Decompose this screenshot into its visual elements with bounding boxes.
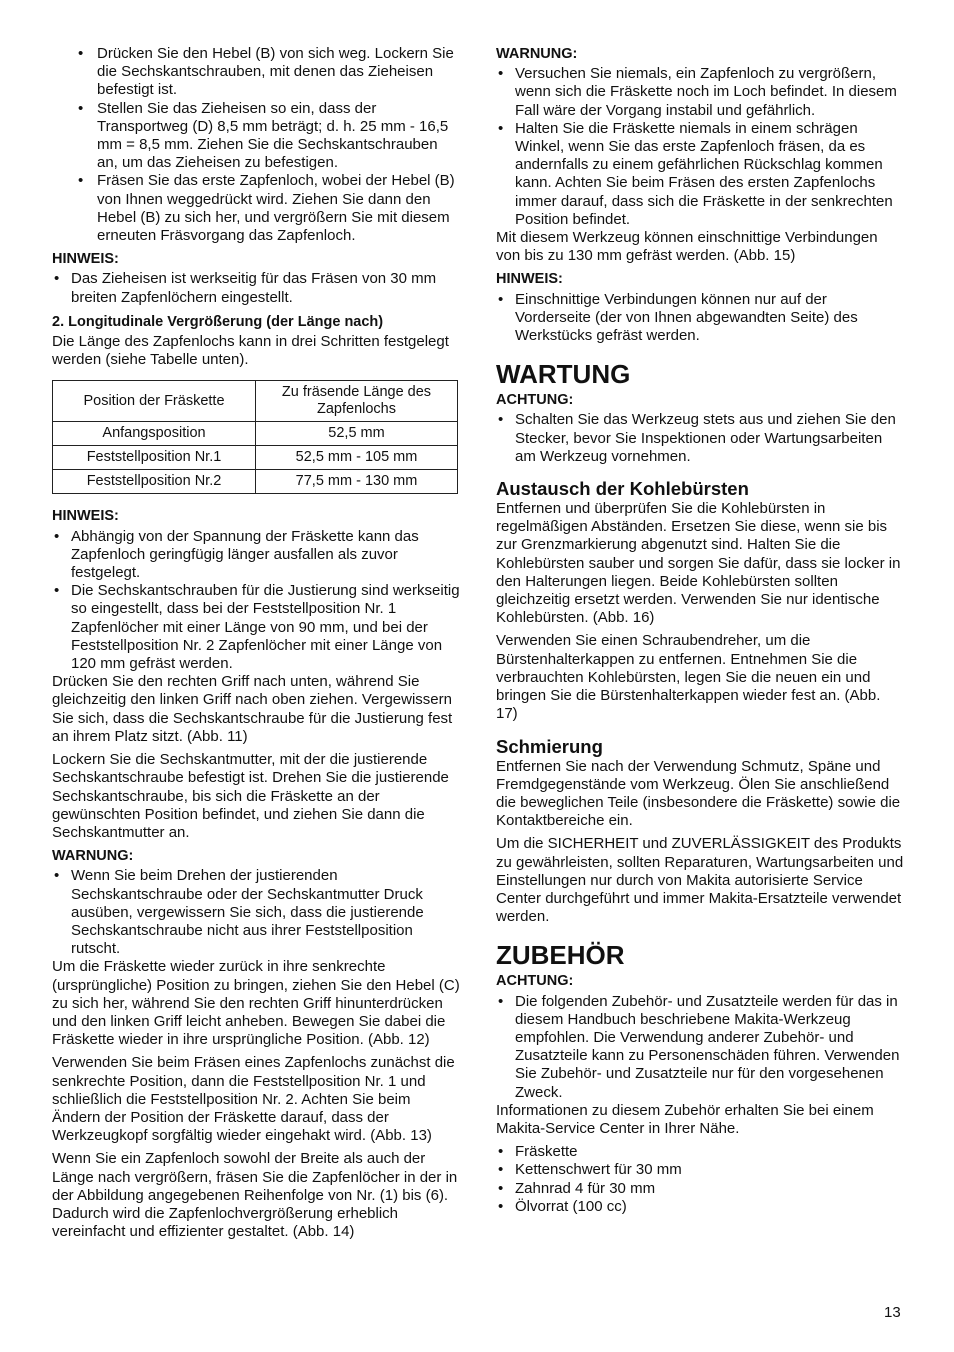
adjustment-steps-list (52, 45, 460, 245)
right-column (496, 45, 904, 1216)
list-item: • Drücken Sie den Hebel (B) von sich weg. Lockern Sie die Sechskantschrauben, mit denen das Zieheisen befestigt ist. (52, 45, 460, 100)
list-item: • Das Zieheisen ist werkseitig für das Fräsen von 30 mm breiten Zapfenlöchern eingestellt. (52, 270, 460, 306)
table-row (53, 470, 458, 494)
list-item: • Fräsen Sie das erste Zapfenloch, wobei der Hebel (B) von Ihnen weggedrückt wird. Ziehen Sie dann den Hebel (B) zu sich her, und vergrößern Sie mit diesem erneuten Fräsvorgang das Zapfenloch. (52, 172, 460, 245)
table-header-cell: Position der Fräskette (53, 381, 256, 422)
warning-label: WARNUNG: (496, 46, 578, 62)
paragraph: Verwenden Sie beim Fräsen eines Zapfenlochs zunächst die senkrechte Position, dann die Feststellposition Nr. 1 und schließlich die Feststellposition Nr. 2. Achten Sie beim Ändern der Position der Fräskette darauf, dass der Werkzeugkopf sorgfältig wieder eingehakt wird. (Abb. 13) (52, 1054, 455, 1145)
note-list (496, 291, 904, 346)
section-title-wartung: WARTUNG (496, 359, 631, 390)
paragraph: Entfernen und überprüfen Sie die Kohlebürsten in regelmäßigen Abständen. Ersetzen Sie diese, wenn sie bis zur Grenzmarkierung abgenutzt sind. Halten Sie die Kohlebürsten sauber und sorgen Sie dafür, dass sie locker in den Halterungen liegen. Beide Kohlebürsten sollten gleichzeitig ersetzt werden. Verwenden Sie nur identische Kohlebürsten. (Abb. 16) (496, 500, 901, 627)
list-item: • Schalten Sie das Werkzeug stets aus und ziehen Sie den Stecker, bevor Sie Inspektionen oder Wartungsarbeiten am Werkzeug vornehmen. (496, 411, 904, 466)
list-item: • Einschnittige Verbindungen können nur auf der Vorderseite (der von Ihnen abgewandten Seite) des Werkstücks gefräst werden. (496, 291, 904, 346)
section-title-zubehoer: ZUBEHÖR (496, 940, 625, 971)
paragraph: Um die Fräskette wieder zurück in ihre senkrechte (ursprüngliche) Position zu bringen, ziehen Sie den Hebel (C) zu sich her, während Sie den rechten Griff hinunterdrücken und den linken Griff leicht anheben. Bewegen Sie dabei die Fräskette wieder in ihre ursprüngliche Position. (Abb. 12) (52, 958, 460, 1049)
paragraph: Lockern Sie die Sechskantmutter, mit der die justierende Sechskantschraube befestigt ist. Drehen Sie die justierende Sechskantschraube, bis sich die Fräskette an der gewünschten Position befindet, und ziehen Sie dann die Sechskantmutter an. (52, 751, 449, 841)
page-number: 13 (884, 1304, 901, 1321)
paragraph: Drücken Sie den rechten Griff nach unten, während Sie gleichzeitig den linken Griff nach oben ziehen. Vergewissern Sie sich, dass die Sechskantschraube für die Justierung fest an ihrem Platz sitzt. (Abb. 11) (52, 673, 453, 745)
table-cell: Feststellposition Nr.2 (53, 470, 256, 494)
list-item: • Kettenschwert für 30 mm (496, 1161, 904, 1179)
list-item: • Abhängig von der Spannung der Fräskette kann das Zapfenloch geringfügig länger ausfallen als zuvor festgelegt. (52, 528, 460, 583)
paragraph: Mit diesem Werkzeug können einschnittige Verbindungen von bis zu 130 mm gefräst werden. (Abb. 15) (496, 229, 878, 265)
note-list (52, 270, 460, 306)
list-item: • Ölvorrat (100 cc) (496, 1198, 904, 1216)
warning-list (52, 867, 460, 958)
warning-list (496, 65, 904, 229)
table-row (53, 446, 458, 470)
caution-list (496, 411, 904, 466)
accessory-list (496, 1143, 904, 1216)
list-item: • Die folgenden Zubehör- und Zusatzteile werden für das in diesem Handbuch beschriebene Makita-Werkzeug empfohlen. Die Verwendung anderer Zubehör- und Zusatzteile kann zu Personenschäden führen. Verwenden Sie Zubehör- und Zusatzteile nur für den vorgesehenen Zweck. (496, 993, 904, 1102)
table-cell: Anfangsposition (53, 422, 256, 446)
note-list (52, 528, 460, 674)
table-cell: 77,5 mm - 130 mm (256, 470, 458, 494)
table-header-cell: Zu fräsende Länge des Zapfenlochs (256, 381, 458, 422)
warning-label: WARNUNG: (52, 848, 134, 865)
note-label: HINWEIS: (52, 251, 119, 268)
note-label: HINWEIS: (52, 508, 119, 525)
list-item: • Fräskette (496, 1143, 904, 1161)
subsection-title-schmierung: Schmierung (496, 735, 603, 757)
paragraph: Entfernen Sie nach der Verwendung Schmutz, Späne und Fremdgegenstände vom Werkzeug. Ölen Sie anschließend die beweglichen Teile (insbesondere die Fräskette) sowie die Kontaktbereiche ein. (496, 757, 901, 830)
paragraph: Verwenden Sie einen Schraubendreher, um die Bürstenhalterkappen zu entfernen. Entnehmen Sie die verbrauchten Kohlebürsten, legen Sie die neuen ein und bringen Sie die Bürstenhalterkappen wieder fest an. (Abb. 17) (496, 632, 881, 723)
note-label: HINWEIS: (496, 271, 563, 288)
left-column (52, 45, 460, 1246)
caution-label: ACHTUNG: (496, 973, 574, 990)
subsection-title-kohlebuersten: Austausch der Kohlebürsten (496, 478, 749, 500)
paragraph: Wenn Sie ein Zapfenloch sowohl der Breite als auch der Länge nach vergrößern, fräsen Sie die Zapfenlöcher in der in der Abbildung angegebenen Reihenfolge von Nr. (1) bis (6). Dadurch wird die Zapfenlochvergrößerung erheblich vereinfacht und effizienter gestaltet. (Abb. 14) (52, 1150, 458, 1241)
list-item: • Die Sechskantschrauben für die Justierung sind werkseitig so eingestellt, dass bei der Feststellposition Nr. 1 Zapfenlöcher mit einer Länge von 90 mm, und bei der Feststellposition Nr. 2 Zapfenlöcher mit einer Länge von 120 mm gefräst werden. (52, 582, 460, 673)
list-item: • Halten Sie die Fräskette niemals in einem schrägen Winkel, wenn Sie das erste Zapfenloch fräsen, da es andernfalls zu einem gefährlichen Rückschlag kommen kann. Achten Sie beim Fräsen des ersten Zapfenlochs immer darauf, dass sich die Fräskette in der senkrechten Position befindet. (496, 120, 904, 229)
caution-list (496, 993, 904, 1102)
caution-label: ACHTUNG: (496, 392, 574, 409)
length-table (52, 380, 458, 494)
list-item: • Wenn Sie beim Drehen der justierenden Sechskantschraube oder der Sechskantmutter Druck ausüben, vergewissern Sie sich, dass die justierende Sechskantschraube nicht aus ihrer Feststellposition rutscht. (52, 867, 460, 958)
table-cell: Feststellposition Nr.1 (53, 446, 256, 470)
list-item: • Versuchen Sie niemals, ein Zapfenloch zu vergrößern, wenn sich die Fräskette noch im Loch befindet. In diesem Fall wäre der Vorgang instabil und gefährlich. (496, 65, 904, 120)
paragraph: Informationen zu diesem Zubehör erhalten Sie bei einem Makita-Service Center in Ihrer Nähe. (496, 1101, 874, 1137)
section-heading: 2. Longitudinale Vergrößerung (der Länge nach) (52, 313, 384, 330)
table-row (53, 422, 458, 446)
list-item: • Stellen Sie das Zieheisen so ein, dass der Transportweg (D) 8,5 mm beträgt; d. h. 25 mm - 16,5 mm = 8,5 mm. Ziehen Sie die Sechskantschrauben an, um das Zieheisen zu befestigen. (52, 100, 460, 173)
paragraph: Um die SICHERHEIT und ZUVERLÄSSIGKEIT des Produkts zu gewährleisten, sollten Reparaturen, Wartungsarbeiten und Einstellungen nur durch von Makita autorisierte Service Center durchgeführt und immer Makita-Ersatzteile verwendet werden. (496, 835, 904, 926)
list-item: • Zahnrad 4 für 30 mm (496, 1180, 904, 1198)
paragraph: Die Länge des Zapfenlochs kann in drei Schritten festgelegt werden (siehe Tabelle unten). (52, 333, 449, 369)
table-cell: 52,5 mm (256, 422, 458, 446)
table-cell: 52,5 mm - 105 mm (256, 446, 458, 470)
table-header-row (53, 381, 458, 422)
